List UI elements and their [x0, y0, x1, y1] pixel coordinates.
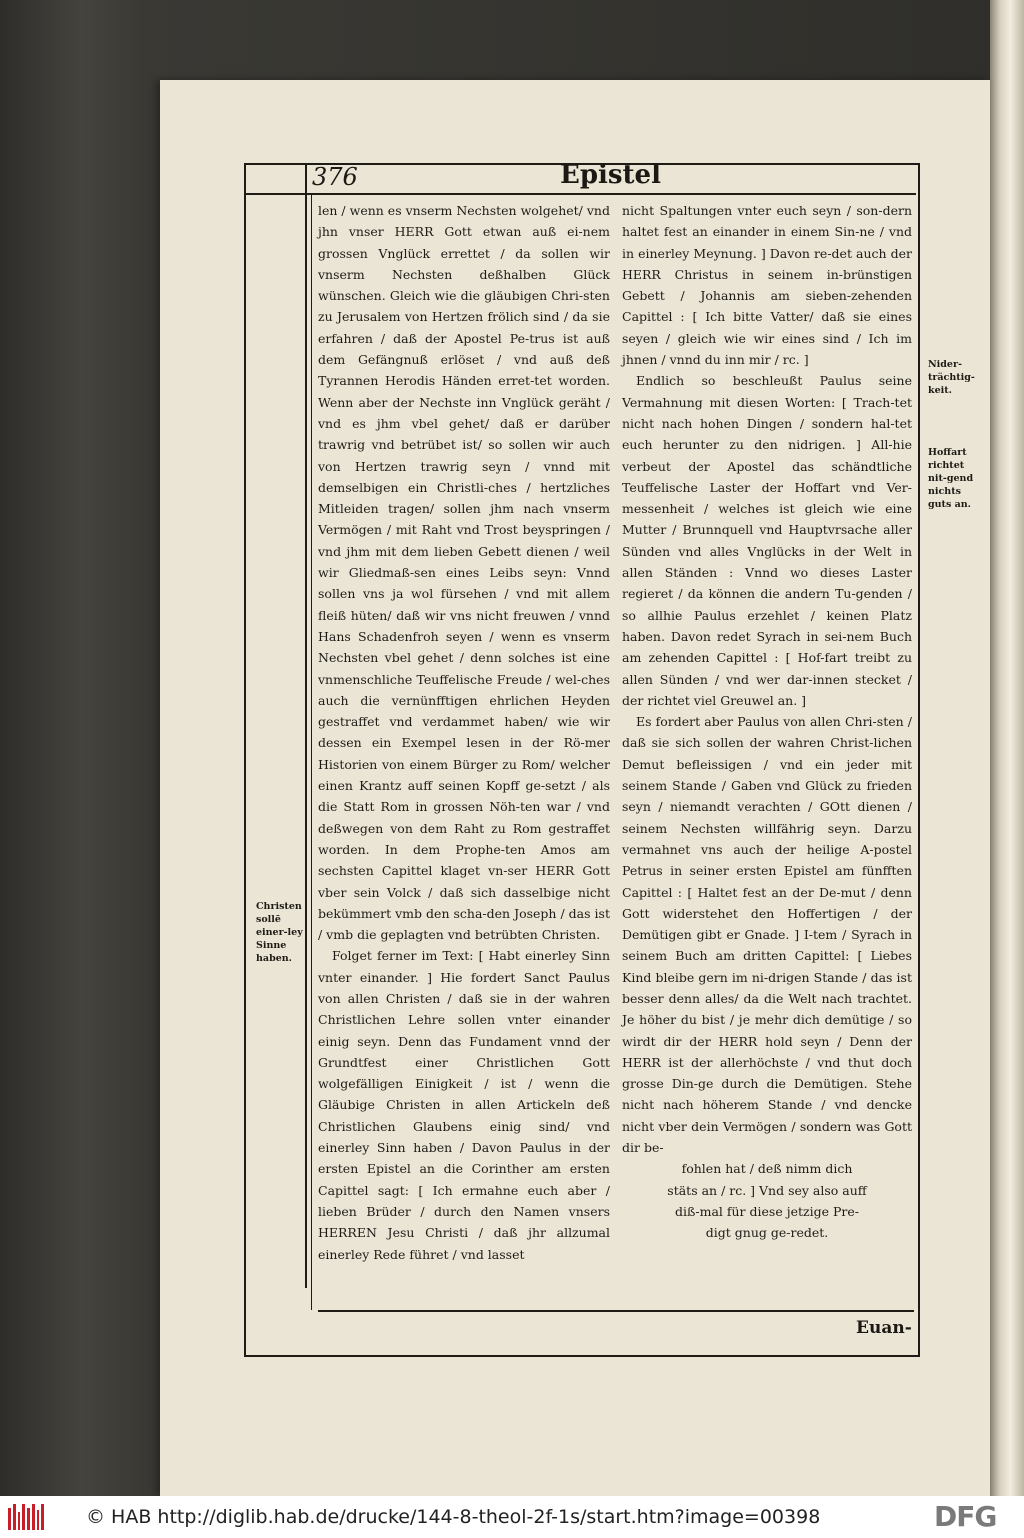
paragraph: Es fordert aber Paulus von allen Chri-sten / daß sie sich sollen der wahren Christ-lichen Demut befleissigen / vnd ein jeder mit seinem Stande / Gaben vnd Glück zu frieden seyn / niemandt verachten / GOtt dienen / seinem Nechsten willfährig seyn. Darzu vermahnet vns auch der heilige A-postel Petrus in seiner ersten Epistel am fünfften Capittel : [ Haltet fest an der De-mut / denn Gott widerstehet den Hoffertigen / der Demütigen gibt er Gnade. ] I-tem / Syrach in seinem Buch am dritten Capittel: [ Liebes Kind bleibe gern im ni-drigen Stande / das ist besser denn alles/ da die Welt nach trachtet. Je höher du bist / je mehr dich demütige / so wirdt dir der HERR hold seyn / Denn der HERR ist der allerhöchste / vnd thut doch grosse Din-ge durch die Demütigen. Stehe nicht nach höherem Stande / vnd dencke nicht vber dein Vermögen / sondern was Gott dir be- [622, 714, 912, 1156]
copyright-link[interactable]: © HAB http://diglib.hab.de/drucke/144-8-theol-2f-1s/start.htm?image=00398 [86, 1506, 821, 1528]
closing-paragraph: fohlen hat / deß nimm dich stäts an / rc. ] Vnd sey also auff diß-mal für diese jetzige Pre-digt gnug ge-redet. [667, 1161, 867, 1241]
page-number: 376 [312, 163, 358, 191]
left-text-column [318, 200, 610, 1262]
paragraph: nicht Spaltungen vnter euch seyn / son-dern haltet fest an einander in einem Sin-ne / vnd in einerley Meynung. ] Davon re-det auch der HERR Christus in seinem in-brünstigen Gebett / Johannis am sieben-zehenden Capittel : [ Ich bitte Vatter/ daß sie eines seyen / gleich wie wir eines sind / Ich im jhnen / vnnd du inn mir / rc. ] [622, 203, 912, 368]
hab-logo-icon [8, 1504, 44, 1530]
catchword: Euan- [856, 1318, 912, 1338]
dfg-logo: DFG [934, 1500, 997, 1533]
paragraph: Folget ferner im Text: [ Habt einerley Sinn vnter einander. ] Hie fordert Sanct Paulus von allen Christen / daß sie in der wahren Christlichen Lehre sollen vnter einander einig seyn. Denn das Fundament vnnd der Grundtfest einer Christlichen Gott wolgefälligen Einigkeit / ist / wenn die Gläubige Christen in allen Artickeln deß Christlichen Glaubens einig sind/ vnd einerley Sinn haben / Davon Paulus in der ersten Epistel an die Corinther am ersten Capittel sagt: [ Ich ermahne euch aber / lieben Brüder / durch den Namen vnsers HERREN Jesu Christi / daß jhr allzumal einerley Rede führet / vnd lasset [318, 948, 610, 1262]
header-rule [246, 193, 916, 195]
right-text-column [622, 200, 912, 1241]
marginal-note-right-2: Hoffart richtet nit-gend nichts guts an. [928, 447, 974, 510]
book-fore-edge [990, 0, 1024, 1496]
paragraph: len / wenn es vnserm Nechsten wolgehet/ vnd jhn vnser HERR Gott etwan auß ei-nem grossen Vnglück errettet / da sollen wir vnserm Nechsten deßhalben Glück wünschen. Gleich wie die gläubigen Chri-sten zu Jerusalem von Hertzen frölich sind / da sie erfahren / daß der Apostel Pe-trus ist auß dem Gefängnuß erlöset / vnd auß deß Tyrannen Herodis Händen erret-tet worden. Wenn aber der Nechste inn Vnglück geräht / vnd es jhm vbel gehet/ daß er darüber trawrig vnd betrübet ist/ so sollen wir auch von Hertzen trawrig seyn / vnnd mit demselbigen ein Christli-ches / hertzliches Mitleiden tragen/ sollen jhm nach vnserm Vermögen / mit Raht vnd Trost beyspringen / vnd jhm mit dem lieben Gebett dienen / weil wir Gliedmaß-sen eines Leibs seyn: Vnnd sollen vns ja wol fürsehen / vnd mit allem fleiß hüten/ daß wir vns nicht freuwen / vnnd Hans Schadenfroh seyen / wenn es vnserm Nechsten vbel gehet / denn solches ist eine vnmenschliche Teuffelische Freude / wel-ches auch die vernünfftigen ehrlichen Heyden gestraffet vnd verdammet haben/ wie wir dessen ein Exempel lesen in der Rö-mer Historien von einem Bürger zu Rom/ welcher einen Krantz auff seinen Kopff ge-setzt / als die Statt Rom in grossen Nöh-ten war / vnd deßwegen von dem Raht zu Rom gestraffet worden. In dem Prophe-ten Amos am sechsten Capittel klaget vn-ser HERR Gott vber sein Volck / daß sich dasselbige nicht bekümmert vmb den scha-den Joseph / das ist / vmb die geplagten vnd betrübten Christen. [318, 203, 610, 943]
bottom-rule [318, 1310, 914, 1312]
margin-rule [305, 165, 307, 1288]
marginal-note-left: Christen sollē einer-ley Sinne haben. [256, 901, 303, 964]
viewer-footer [0, 1496, 1024, 1538]
marginal-note-right-1: Nider-trächtig-keit. [928, 359, 975, 396]
running-head: Epistel [560, 160, 661, 190]
margin-rule-inner [311, 195, 312, 1310]
paragraph: Endlich so beschleußt Paulus seine Vermahnung mit diesen Worten: [ Trach-tet nicht nach hohen Dingen / sondern hal-tet euch herunter zu den nidrigen. ] All-hie verbeut der Apostel das schändtliche Teuffelische Laster der Hoffart vnd Ver-messenheit / welches ist gleich wie eine Mutter / Brunnquell vnd Hauptvrsache aller Sünden vnd alles Vnglücks in der Welt in allen Ständen : Vnnd wo dieses Laster regieret / da können die andern Tu-genden / so allhie Paulus erzehlet / keinen Platz haben. Davon redet Syrach in sei-nem Buch am zehenden Capittel : [ Hof-fart treibt zu allen Sünden / vnd wer dar-innen stecket / der richtet viel Greuwel an. ] [622, 373, 912, 708]
